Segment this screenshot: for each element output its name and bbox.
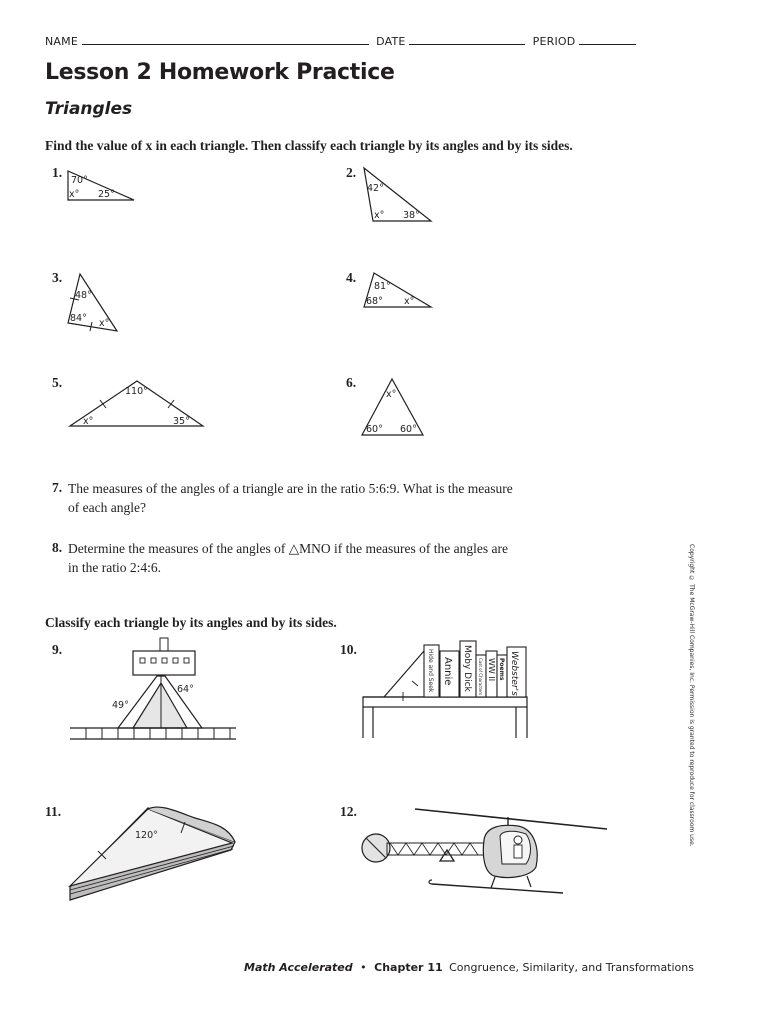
angle-label: x°	[69, 189, 80, 200]
problem-number: 7.	[52, 480, 63, 495]
book-name: Math Accelerated	[244, 961, 353, 974]
angle-label: x°	[404, 296, 415, 307]
problem-text: in the ratio 2:4:6.	[68, 560, 161, 575]
angle-label: 84°	[70, 313, 87, 324]
angle-label: 42°	[367, 183, 384, 194]
date-label: DATE	[376, 35, 406, 48]
problem-number: 8.	[52, 540, 63, 555]
angle-label: 38°	[403, 210, 420, 221]
problem-number: 3.	[52, 270, 63, 285]
book-title: Annie	[442, 657, 453, 686]
copyright-notice: Copyright © The McGraw-Hill Companies, Inc. Permission is granted to reproduce for classroom use.	[688, 544, 695, 847]
angle-label: x°	[374, 210, 385, 221]
angle-label: x°	[83, 416, 94, 427]
problem-number: 12.	[340, 804, 357, 819]
instructions-classify: Classify each triangle by its angles and by its sides.	[45, 615, 337, 630]
book-title: WW II	[487, 658, 496, 682]
angle-label: x°	[99, 318, 110, 329]
problem-text: The measures of the angles of a triangle are in the ratio 5:6:9. What is the measure	[68, 481, 513, 496]
problem-number: 10.	[340, 642, 357, 657]
angle-label: 35°	[173, 416, 190, 427]
problem-text: of each angle?	[68, 500, 146, 515]
angle-label: 60°	[366, 424, 383, 435]
angle-label: 81°	[374, 281, 391, 292]
page-footer	[244, 961, 694, 974]
book-title: Webster's	[509, 651, 519, 696]
problem-number: 6.	[346, 375, 357, 390]
problem-number: 11.	[45, 804, 62, 819]
angle-label: 64°	[177, 684, 194, 695]
problem-number: 4.	[346, 270, 357, 285]
angle-label: 70°	[71, 175, 88, 186]
problem-text: Determine the measures of the angles of △MNO if the measures of the angles are	[68, 541, 508, 556]
chapter-title: Congruence, Similarity, and Transformations	[449, 961, 694, 974]
chapter-label: Chapter 11	[374, 961, 443, 974]
book-title: Cast of Characters	[478, 658, 483, 696]
problem-number: 2.	[346, 165, 357, 180]
book-title: Hide and Seek	[427, 649, 434, 693]
instructions-find-x: Find the value of x in each triangle. Then classify each triangle by its angles and by its sides.	[45, 138, 573, 153]
period-label: PERIOD	[532, 35, 576, 48]
page-title: Lesson 2 Homework Practice	[45, 60, 395, 85]
angle-label: 60°	[400, 424, 417, 435]
angle-label: 120°	[135, 830, 158, 841]
angle-label: 110°	[125, 386, 148, 397]
book-title: Poems	[498, 658, 505, 681]
angle-label: 68°	[366, 296, 383, 307]
page-subtitle: Triangles	[45, 99, 133, 119]
problem-number: 1.	[52, 165, 63, 180]
angle-label: 48°	[75, 290, 92, 301]
problem-number: 5.	[52, 375, 63, 390]
angle-label: x°	[386, 389, 397, 400]
footer-bullet: •	[360, 961, 367, 974]
angle-label: 49°	[112, 700, 129, 711]
angle-label: 25°	[98, 189, 115, 200]
name-label: NAME	[45, 35, 78, 48]
problem-number: 9.	[52, 642, 63, 657]
book-title: Moby Dick	[462, 645, 472, 692]
